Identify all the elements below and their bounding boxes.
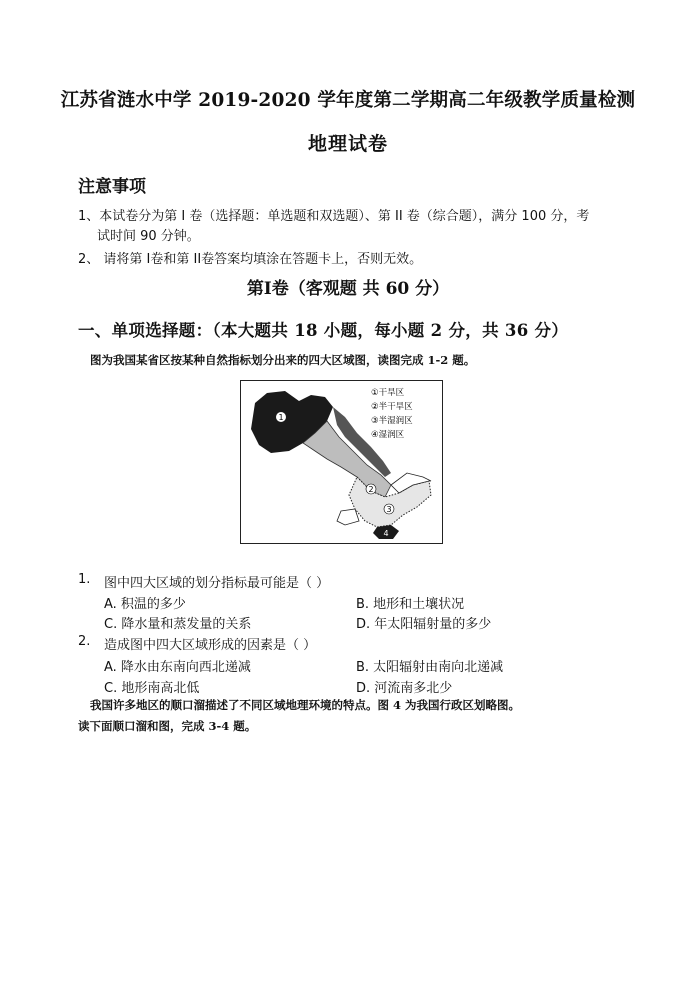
legend-item-4: ④湿润区 bbox=[371, 430, 405, 440]
q2-number: 2. bbox=[78, 634, 91, 649]
region-spur-shape bbox=[337, 509, 359, 525]
q2-option-d: D. 河流南多北少 bbox=[356, 681, 453, 696]
q1-number: 1. bbox=[78, 572, 91, 587]
q1-option-a: A. 积温的多少 bbox=[104, 597, 186, 612]
legend-item-2: ②半干旱区 bbox=[371, 402, 413, 412]
region-label-3: 3 bbox=[386, 505, 392, 514]
section-heading: 第Ⅰ卷（客观题 共 60 分） bbox=[246, 279, 450, 299]
q1-option-c: C. 降水量和蒸发量的关系 bbox=[104, 617, 252, 632]
region-label-1: 1 bbox=[278, 413, 284, 422]
legend-item-3: ③半湿润区 bbox=[371, 416, 413, 426]
notice-heading: 注意事项 bbox=[78, 177, 146, 197]
notice-item-1: 1、本试卷分为第 I 卷（选择题：单选题和双选题）、第 II 卷（综合题），满分 100 分，考 bbox=[78, 209, 590, 224]
region-label-4: 4 bbox=[383, 529, 389, 538]
q2-option-a: A. 降水由东南向西北递减 bbox=[104, 660, 251, 675]
followup-line-1: 我国许多地区的顺口溜描述了不同区域地理环境的特点。图 4 为我国行政区划略图。 bbox=[90, 698, 521, 712]
q2-option-b: B. 太阳辐射由南向北递减 bbox=[356, 660, 504, 675]
part-heading: 一、单项选择题：（本大题共 18 小题，每小题 2 分，共 36 分） bbox=[78, 321, 569, 340]
q1-stem: 图中四大区域的划分指标最可能是（ ） bbox=[104, 576, 330, 591]
q1-option-b: B. 地形和土壤状况 bbox=[356, 597, 465, 612]
exam-subtitle: 地理试卷 bbox=[307, 133, 388, 155]
followup-line-2: 读下面顺口溜和图，完成 3-4 题。 bbox=[78, 719, 257, 733]
exam-title: 江苏省涟水中学 2019-2020 学年度第二学期高二年级教学质量检测 bbox=[60, 90, 636, 111]
legend-item-1: ①干旱区 bbox=[371, 388, 405, 398]
q1-option-d: D. 年太阳辐射量的多少 bbox=[356, 617, 492, 632]
region-label-2: 2 bbox=[368, 485, 374, 494]
question-intro: 图为我国某省区按某种自然指标划分出来的四大区域图，读图完成 1-2 题。 bbox=[90, 353, 476, 367]
q2-option-c: C. 地形南高北低 bbox=[104, 681, 200, 696]
region-map-drawing bbox=[241, 381, 441, 542]
notice-item-2: 2、 请将第 I卷和第 II卷答案均填涂在答题卡上，否则无效。 bbox=[78, 252, 423, 267]
region-map bbox=[240, 380, 443, 544]
q2-stem: 造成图中四大区域形成的因素是（ ） bbox=[104, 638, 317, 653]
notice-item-1-cont: 试时间 90 分钟。 bbox=[97, 229, 200, 244]
